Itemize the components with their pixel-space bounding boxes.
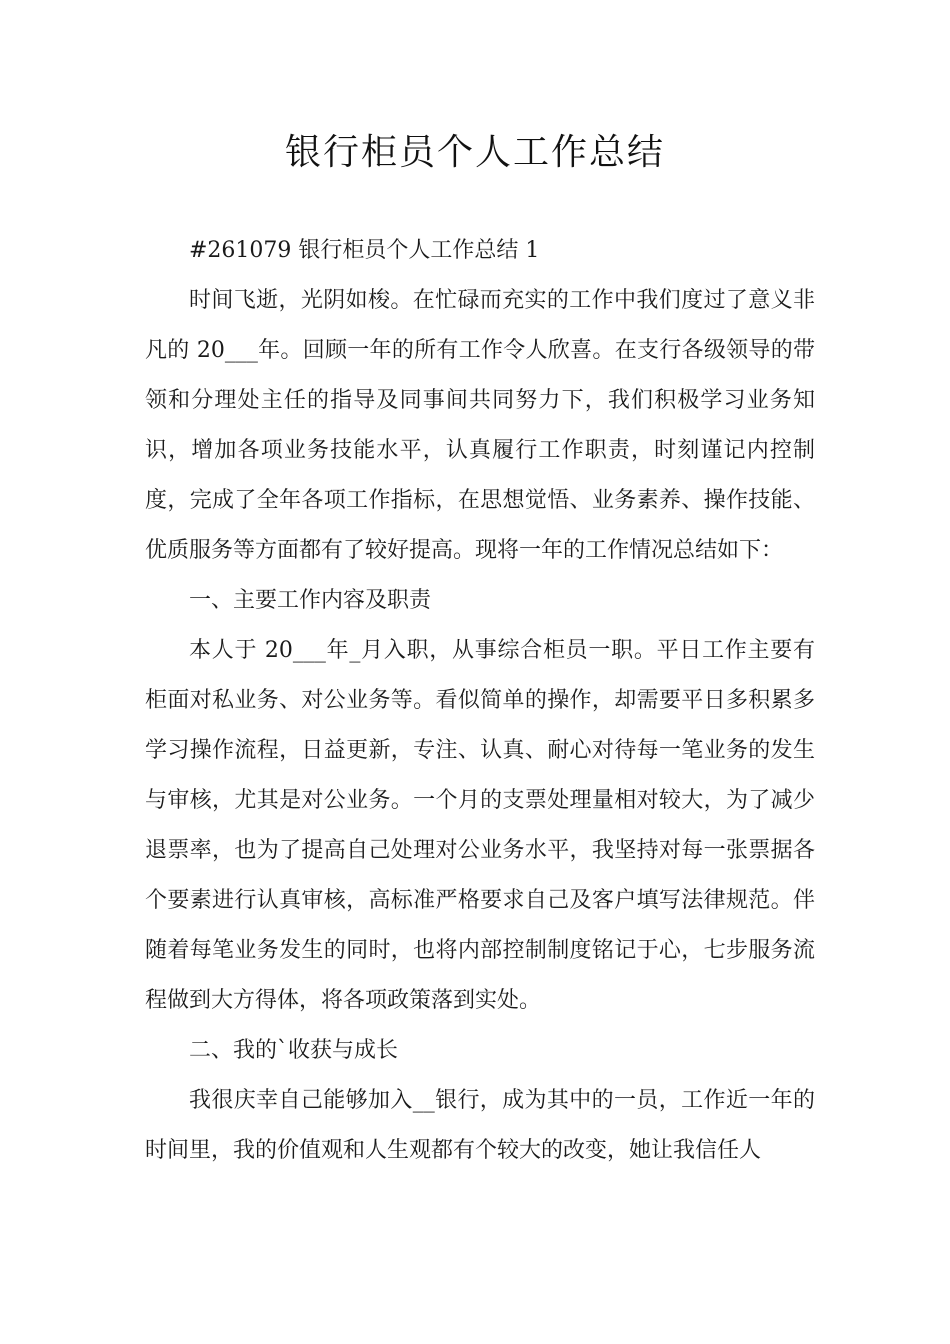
section-heading: #261079 银行柜员个人工作总结 1 <box>189 238 540 263</box>
document-body <box>145 226 815 1176</box>
document-title: 银行柜员个人工作总结 <box>284 132 665 173</box>
section-heading: 二、我的`收获与成长 <box>189 1038 399 1063</box>
paragraph-intro: 时间飞逝，光阴如梭。在忙碌而充实的工作中我们度过了意义非凡的 20___年。回顾一年的所有工作令人欣喜。在支行各级领导的带领和分理处主任的指导及同事间共同努力下，我们积极学习业务知识，增加各项业务技能水平，认真履行工作职责，时刻谨记内控制度，完成了全年各项工作指标，在思想觉悟、业务素养、操作技能、优质服务等方面都有了较好提高。现将一年的工作情况总结如下： <box>145 288 815 563</box>
paragraph-duties: 本人于 20___年_月入职，从事综合柜员一职。平日工作主要有柜面对私业务、对公业务等。看似简单的操作，却需要平日多积累多学习操作流程，日益更新，专注、认真、耐心对待每一笔业务的发生与审核，尤其是对公业务。一个月的支票处理量相对较大，为了减少退票率，也为了提高自己处理对公业务水平，我坚持对每一张票据各个要素进行认真审核，高标准严格要求自己及客户填写法律规范。伴随着每笔业务发生的同时，也将内部控制制度铭记于心，七步服务流程做到大方得体，将各项政策落到实处。 <box>145 638 815 1013</box>
paragraph-growth: 我很庆幸自己能够加入__银行，成为其中的一员，工作近一年的时间里，我的价值观和人生观都有个较大的改变，她让我信任人 <box>145 1088 815 1163</box>
section-heading: 一、主要工作内容及职责 <box>189 588 432 613</box>
